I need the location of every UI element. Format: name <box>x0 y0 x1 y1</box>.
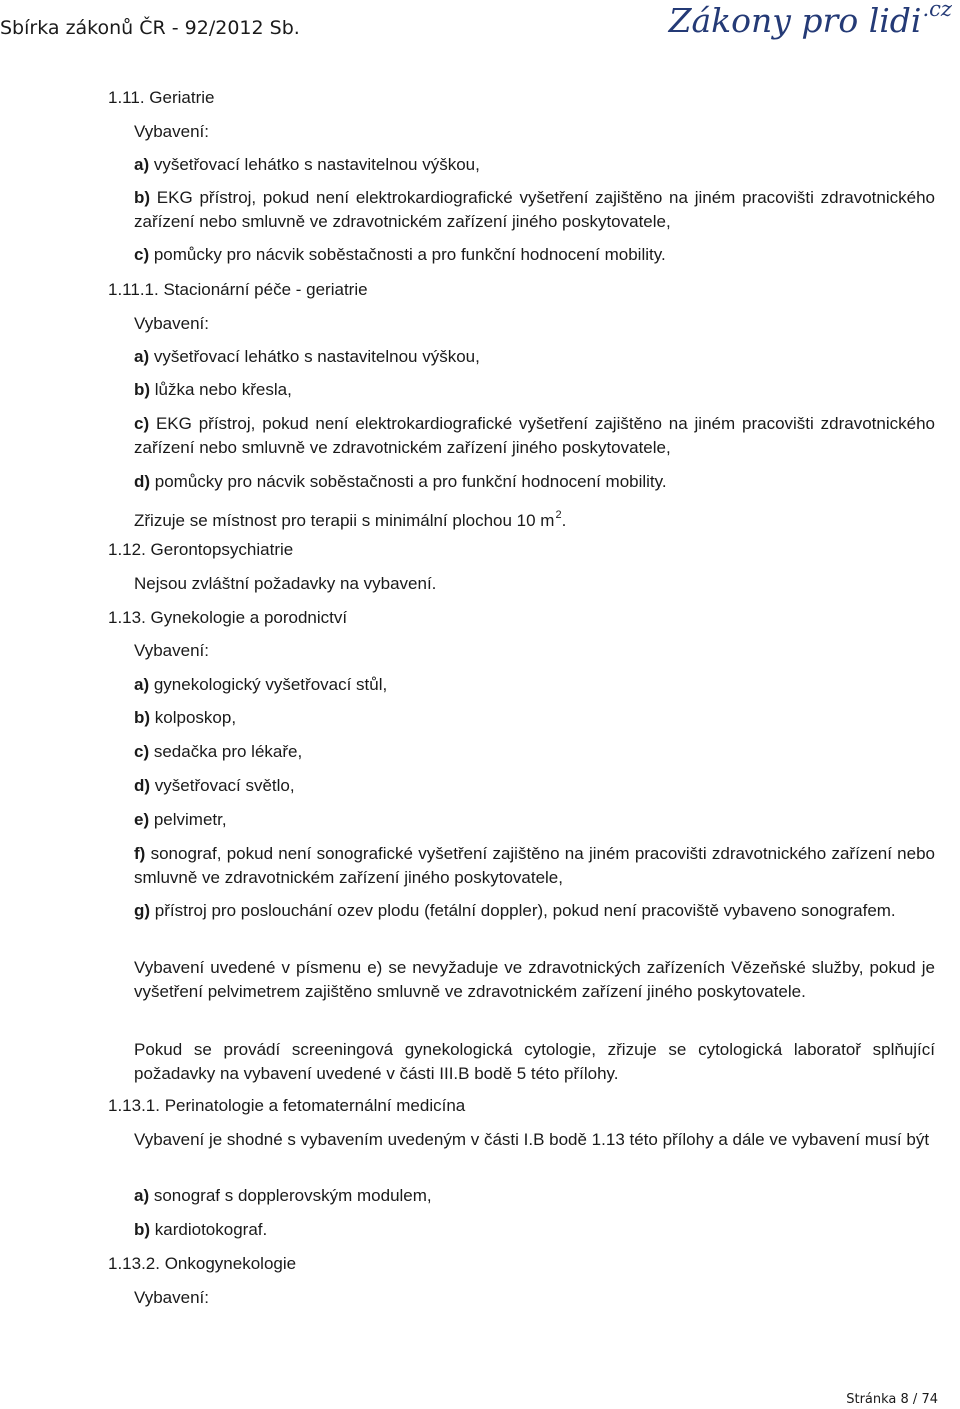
item-letter: g) <box>134 901 151 920</box>
list-item <box>134 808 935 832</box>
section-heading: 1.12. Gerontopsychiatrie <box>108 540 294 559</box>
section-heading: 1.11. Geriatrie <box>108 88 215 107</box>
item-letter: d) <box>134 776 151 795</box>
list-item <box>134 1218 935 1242</box>
item-text: pomůcky pro nácvik soběstačnosti a pro funkční hodnocení mobility. <box>150 472 667 491</box>
item-letter: b) <box>134 1220 151 1239</box>
document-title: Sbírka zákonů ČR - 92/2012 Sb. <box>0 17 300 39</box>
item-text: přístroj pro poslouchání ozev plodu (fetální doppler), pokud není pracoviště vybaveno sonografem. <box>150 901 896 920</box>
list-item <box>134 470 935 494</box>
item-text: kardiotokograf. <box>150 1220 268 1239</box>
list-item <box>134 842 935 890</box>
item-letter: a) <box>134 675 150 694</box>
item-letter: f) <box>134 844 146 863</box>
paragraph: Vybavení uvedené v písmenu e) se nevyžaduje ve zdravotnických zařízeních Vězeňské služby, pokud je vyšetření pelvimetrem zajištěno smluvně ve zdravotnickém zařízení jiného poskytovatele. <box>134 958 935 1001</box>
list-item <box>134 774 935 798</box>
page-number: Stránka 8 / 74 <box>846 1392 938 1407</box>
equipment-label: Vybavení: <box>134 1288 209 1307</box>
list-item <box>134 673 935 697</box>
list-item <box>134 740 935 764</box>
paragraph: Pokud se provádí screeningová gynekologická cytologie, zřizuje se cytologická laboratoř splňující požadavky na vybavení uvedené v části III.B bodě 5 této přílohy. <box>134 1040 935 1083</box>
section-heading: 1.13. Gynekologie a porodnictví <box>108 608 348 627</box>
list-item <box>134 153 935 177</box>
paragraph: Nejsou zvláštní požadavky na vybavení. <box>134 574 437 593</box>
list-item <box>134 412 935 460</box>
list-item <box>134 1184 935 1208</box>
item-text: gynekologický vyšetřovací stůl, <box>149 675 388 694</box>
item-letter: c) <box>134 414 150 433</box>
item-letter: a) <box>134 347 150 366</box>
paragraph: Vybavení je shodné s vybavením uvedeným v části I.B bodě 1.13 této přílohy a dále ve vybavení musí být <box>134 1130 930 1149</box>
item-letter: a) <box>134 1186 150 1205</box>
item-letter: e) <box>134 810 150 829</box>
item-text: vyšetřovací lehátko s nastavitelnou výškou, <box>149 347 480 366</box>
item-letter: c) <box>134 742 150 761</box>
area-exponent: 2 <box>555 509 562 521</box>
item-text: sonograf s dopplerovským modulem, <box>149 1186 432 1205</box>
section-heading: 1.13.1. Perinatologie a fetomaternální medicína <box>108 1096 466 1115</box>
requirement-text: Zřizuje se místnost pro terapii s minimální plochou 10 m <box>134 511 555 530</box>
list-item <box>134 706 935 730</box>
item-text: vyšetřovací světlo, <box>150 776 295 795</box>
logo-suffix: .cz <box>922 0 952 21</box>
equipment-label: Vybavení: <box>134 122 209 141</box>
item-text: sonograf, pokud není sonografické vyšetření zajištěno na jiném pracovišti zdravotnického zařízení nebo smluvně ve zdravotnickém zařízení jiného poskytovatele, <box>134 844 935 887</box>
list-item <box>134 345 935 369</box>
list-item <box>134 243 935 267</box>
item-letter: a) <box>134 155 150 174</box>
item-letter: c) <box>134 245 150 264</box>
section-heading: 1.11.1. Stacionární péče - geriatrie <box>108 280 368 299</box>
item-text: EKG přístroj, pokud není elektrokardiografické vyšetření zajištěno na jiném pracovišti zdravotnického zařízení nebo smluvně ve zdravotnickém zařízení jiného poskytovatele, <box>134 414 935 457</box>
item-text: vyšetřovací lehátko s nastavitelnou výškou, <box>149 155 480 174</box>
list-item <box>134 186 935 234</box>
logo-text: Zákony pro lidi <box>668 1 922 40</box>
item-letter: b) <box>134 188 151 207</box>
list-item <box>134 899 935 923</box>
page-header <box>0 0 960 60</box>
item-text: lůžka nebo křesla, <box>150 380 292 399</box>
list-item <box>134 378 935 402</box>
item-text: pomůcky pro nácvik soběstačnosti a pro funkční hodnocení mobility. <box>149 245 666 264</box>
site-logo[interactable] <box>669 1 952 40</box>
equipment-label: Vybavení: <box>134 641 209 660</box>
item-text: EKG přístroj, pokud není elektrokardiografické vyšetření zajištěno na jiném pracovišti zdravotnického zařízení nebo smluvně ve zdravotnickém zařízení jiného poskytovatele, <box>134 188 935 231</box>
requirement-end: . <box>561 511 567 530</box>
section-heading: 1.13.2. Onkogynekologie <box>108 1254 297 1273</box>
item-letter: b) <box>134 380 151 399</box>
item-text: kolposkop, <box>150 708 237 727</box>
item-letter: d) <box>134 472 151 491</box>
item-text: sedačka pro lékaře, <box>149 742 303 761</box>
item-letter: b) <box>134 708 151 727</box>
equipment-label: Vybavení: <box>134 314 209 333</box>
item-text: pelvimetr, <box>149 810 227 829</box>
room-requirement <box>134 509 935 535</box>
